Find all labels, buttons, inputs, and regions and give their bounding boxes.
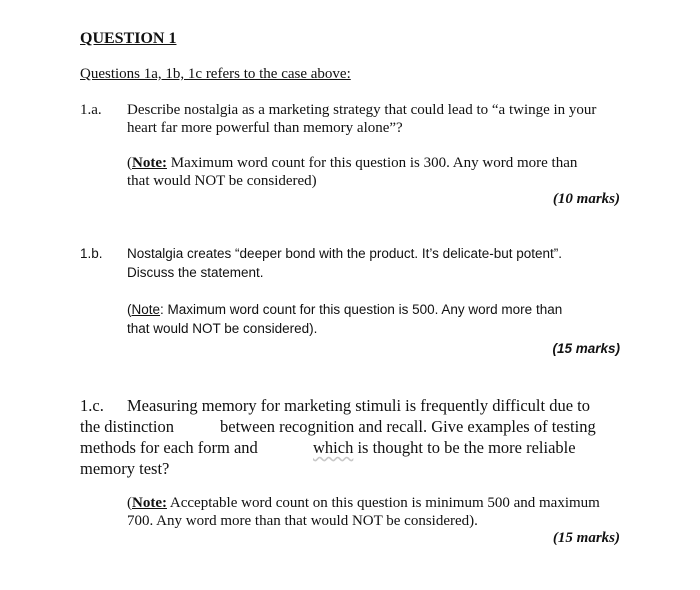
question-1c-text-line4: memory test? [80,459,170,478]
note-label: Note: [132,155,167,171]
note-open-paren: ( [127,302,132,317]
question-1c-text-line2-end: between recognition and recall. Give examples of testing [220,417,596,436]
question-1c-note-line1 [127,495,600,512]
questions-subheading: Questions 1a, 1b, 1c refers to the case above: [80,66,351,82]
note-label: Note: [132,495,167,511]
question-1a-marks: (10 marks) [552,191,620,207]
question-1c-text-line1: Measuring memory for marketing stimuli is frequently difficult due to [127,396,590,415]
question-1b-note-line1 [127,302,562,317]
question-1b-marks: (15 marks) [552,341,620,356]
question-1a-number: 1.a. [80,102,102,118]
question-1a-note-line1 [127,155,577,172]
question-1b-text-line2: Discuss the statement. [127,265,264,280]
question-1c-text-line3-start: methods for each form and [80,438,258,457]
line-text: is thought to be the more reliable [353,438,576,457]
note-text: : Maximum word count for this question is 500. Any word more than [160,302,563,317]
question-1c-number: 1.c. [80,396,104,415]
question-1b-note-line2: that would NOT be considered). [127,321,318,336]
note-text: Maximum word count for this question is 300. Any word more than [166,155,578,171]
question-1c-text-line3-end [313,438,576,458]
question-1b-text-line1: Nostalgia creates “deeper bond with the product. It’s delicate-but potent”. [127,246,563,261]
question-1a-text-line1: Describe nostalgia as a marketing strategy that could lead to “a twinge in your [127,102,597,118]
spellcheck-flagged-word: which [313,438,354,457]
question-1a-note-line2: that would NOT be considered) [127,173,317,189]
note-open-paren: ( [127,155,132,171]
note-open-paren: ( [127,495,132,511]
note-label: Note [131,302,161,317]
note-text: Acceptable word count on this question is minimum 500 and maximum [166,495,600,511]
question-1c-marks: (15 marks) [552,530,620,546]
question-title: QUESTION 1 [80,30,177,47]
question-1a-text-line2: heart far more powerful than memory alone”? [127,120,403,136]
question-1c-note-line2: 700. Any word more than that would NOT be considered). [127,513,478,529]
question-1b-number: 1.b. [80,246,103,261]
question-1c-text-line2-start: the distinction [80,417,174,436]
